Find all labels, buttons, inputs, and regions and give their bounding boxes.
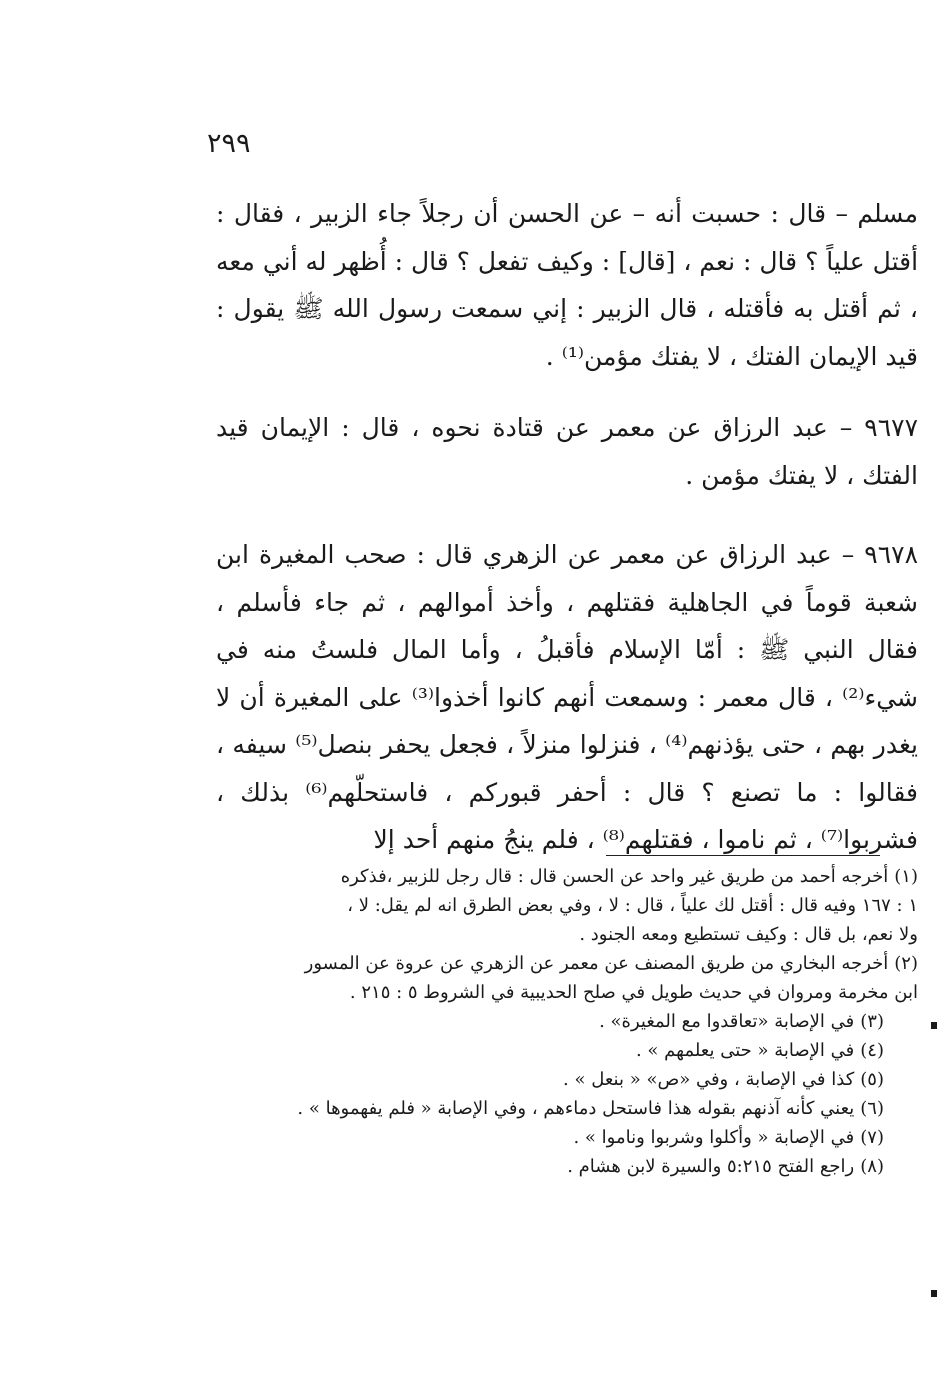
footnote-line: أخرجه البخاري من طريق المصنف عن معمر عن الزهري عن عروة عن المسور — [304, 953, 889, 974]
text-line: ٩٦٧٨ – عبد الرزاق عن معمر عن الزهري قال : صحب المغيرة — [258, 540, 918, 569]
footnote-8 — [214, 1152, 918, 1181]
footnote-number: (٢) — [894, 953, 918, 974]
footnote-7 — [214, 1123, 918, 1152]
footnote-6 — [214, 1094, 918, 1123]
footnote-number: (٤) — [860, 1040, 884, 1061]
text-line: علياً ؟ قال : نعم ، [قال] : وكيف تفعل ؟ قال : أُظهر له أني — [262, 246, 865, 276]
footnote-line: يعني كأنه آذنهم بقوله هذا فاستحل دماءهم ، وفي الإصابة « فلم يفهموها » . — [297, 1098, 855, 1119]
text-line: بذلك ، فشربوا⁽⁷⁾ ، ثم ناموا ، فقتلهم⁽⁸⁾ ، فلم ينجُ منهم أحد إلا — [216, 777, 918, 854]
footnote-line: في الإصابة « وأكلوا وشربوا وناموا » . — [573, 1127, 855, 1148]
text-line: مسلم – قال : حسبت أنه – عن الحسن أن رجلاً جاء الزبير ، فقال : أقتل — [216, 199, 919, 276]
text-line: يغدر بهم ، حتى يؤذنهم⁽⁴⁾ ، فنزلوا منزلاً ، فجعل يحفر بنصل⁽⁵⁾ — [295, 730, 918, 759]
hadith-9677 — [216, 404, 918, 499]
footnote-line: راجع الفتح ٥:٢١٥ والسيرة لابن هشام . — [567, 1156, 855, 1177]
footnote-number: (١) — [894, 866, 918, 887]
page-number: ٢٩٩ — [207, 128, 251, 159]
footnote-line: أخرجه أحمد من طريق غير واحد عن الحسن قال : قال رجل للزبير ،فذكره — [340, 866, 889, 887]
text-line: معه ، ثم أقتل به فأقتله ، قال الزبير : إني سمعت رسول الله ﷺ — [216, 246, 918, 323]
hadith-9678 — [216, 531, 918, 864]
paragraph-continuation — [216, 190, 918, 380]
footnote-line: ١ : ١٦٧ وفيه قال : أقتل لك علياً ، قال : لا ، وفي بعض الطرق انه لم يقل: لا ، — [347, 895, 918, 916]
scan-edge-mark — [931, 1290, 937, 1297]
main-text — [216, 190, 918, 864]
footnote-number: (٨) — [860, 1156, 884, 1177]
text-line: قيد الفتك ، لا يفتك مؤمن . — [216, 413, 918, 490]
footnote-1 — [214, 862, 918, 949]
footnote-2 — [214, 949, 918, 1007]
text-line: شيء⁽²⁾ ، قال معمر : وسمعت أنهم كانوا أخذوا⁽³⁾ على المغيرة أن لا — [216, 682, 918, 712]
text-line: ابن شعبة قوماً في الجاهلية فقتلهم ، وأخذ أموالهم ، ثم جاء فأسلم ، — [216, 540, 918, 617]
footnote-number: (٧) — [860, 1127, 884, 1148]
footnote-line: كذا في الإصابة ، وفي «ص» « بنعل » . — [563, 1069, 855, 1090]
text-line: سيفه ، فقالوا : ما تصنع ؟ قال : أحفر قبوركم ، فاستحلّهم⁽⁶⁾ — [216, 730, 918, 807]
footnote-number: (٦) — [860, 1098, 884, 1119]
text-line: فقال النبي ﷺ : أمّا الإسلام فأقبلُ ، وأما المال فلستُ منه في — [216, 635, 918, 664]
text-line: ٩٦٧٧ – عبد الرزاق عن معمر عن قتادة نحوه ، قال : الإيمان — [260, 413, 918, 442]
footnote-line: ولا نعم، بل قال : وكيف تستطيع ومعه الجنود . — [579, 924, 918, 945]
footnote-number: (٥) — [860, 1069, 884, 1090]
footnote-line: في الإصابة «تعاقدوا مع المغيرة» . — [599, 1011, 855, 1032]
footnote-number: (٣) — [860, 1011, 884, 1032]
footnotes — [214, 862, 918, 1181]
footnote-3 — [214, 1007, 918, 1036]
text-line: يقول : قيد الإيمان الفتك ، لا يفتك مؤمن⁽¹⁾ . — [216, 294, 918, 371]
footnote-line: في الإصابة « حتى يعلمهم » . — [635, 1040, 855, 1061]
footnote-5 — [214, 1065, 918, 1094]
footnote-line: ابن مخرمة ومروان في حديث طويل في صلح الحديبية في الشروط ٥ : ٢١٥ . — [349, 982, 918, 1003]
footnote-4 — [214, 1036, 918, 1065]
footnote-divider — [606, 855, 880, 856]
scan-edge-mark — [931, 1022, 937, 1029]
